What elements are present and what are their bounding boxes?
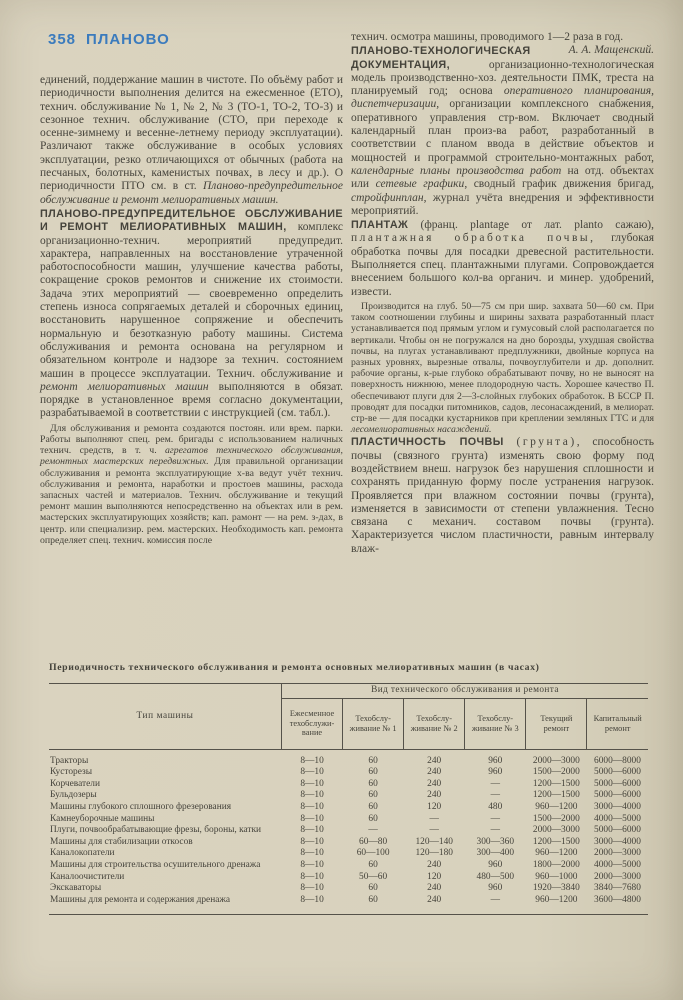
value-cell: 5000—6000: [594, 790, 641, 801]
entry-body: (грунта), способность почвы (связного грунта) изменять свою форму под воздействием внеш. нагрузок без нарушения сплошности и сохранять приданную форму после устранения нагрузок. Проявляется при влажном состоянии почвы (грунта), изменяется в зависимости от степени увлажнения. Тесно связана с механич. составом почвы (грунта). Характеризуется числом пластичности, равным интервалу влаж-: [351, 436, 654, 555]
column-header-eto: Ежесменное техобслуживание: [289, 709, 335, 738]
right-column: [351, 31, 654, 556]
value-cell: 120: [427, 801, 442, 812]
machine-type-cell: Тракторы: [50, 755, 89, 766]
machine-type-cell: Плуги, почвообрабатывающие фрезы, бороны, катки: [50, 825, 262, 836]
machine-type-cell: Корчеватели: [50, 778, 100, 789]
table-header: [49, 684, 648, 750]
value-cell: 960: [488, 883, 503, 894]
column-header-to1: Техобслуживание № 1: [343, 698, 404, 749]
value-cell: 5000—6000: [594, 767, 641, 778]
value-cell: 120: [427, 871, 442, 882]
machine-type-cell: Камнеуборочные машины: [50, 813, 155, 824]
machine-type-cell: Каналокопатели: [50, 848, 115, 859]
table-row: [49, 872, 648, 884]
value-cell: 240: [427, 790, 442, 801]
machine-type-cell: Машины глубокого сплошного фрезерования: [50, 801, 232, 812]
column-header-to3: Техобслуживание № 3: [465, 698, 526, 749]
value-cell: 60: [368, 801, 378, 812]
table-row: [49, 825, 648, 837]
entry-term: ПЛАСТИЧНОСТЬ ПОЧВЫ: [351, 436, 504, 449]
value-cell: 60—100: [356, 848, 390, 859]
value-cell: —: [490, 813, 500, 824]
maintenance-table: [49, 683, 648, 915]
entry-planovo-tehnologicheskaya: [351, 45, 654, 218]
value-cell: 480—500: [476, 871, 515, 882]
value-cell: 60: [368, 790, 378, 801]
value-cell: 2000—3000: [532, 825, 580, 836]
left-column: [40, 74, 343, 546]
value-cell: 1200—1500: [532, 778, 580, 789]
machine-type-cell: Машины для строительства осушительного дренажа: [50, 859, 261, 870]
value-cell: 120—140: [415, 836, 453, 847]
entry-term: ПЛАНОВО-ПРЕДУПРЕДИТЕЛЬНОЕ ОБСЛУЖИВАНИЕ И РЕМОНТ МЕЛИОРАТИВНЫХ МАШИН,: [40, 207, 343, 234]
value-cell: 240: [427, 778, 442, 789]
value-cell: 8—10: [300, 767, 324, 778]
value-cell: 2000—3000: [594, 871, 641, 882]
value-cell: 8—10: [300, 836, 324, 847]
value-cell: 960—1200: [535, 894, 578, 905]
value-cell: 8—10: [300, 848, 324, 859]
value-cell: —: [429, 813, 439, 824]
table-row: [49, 767, 648, 779]
table-row: [49, 790, 648, 802]
value-cell: 300—360: [476, 836, 515, 847]
value-cell: —: [490, 825, 500, 836]
small-print-paragraph: Для обслуживания и ремонта создаются постоян. или врем. парки. Работы выполняют спец. рем. бригады с использованием наличных технич. средств, в т. ч. агрегатов технического обслуживания, ремонтных мастерских передвижных. Для правильной организации обслуживания и ремонта эксплуатирующие х-ва ведут учёт технич. обслуживания и ремонта, наработки и простоев машины, расхода запасных частей и материалов. Технич. обслуживание и текущий ремонт машин выполняются непосредственно на объектах или в рем. мастерских эксплуатирующих хозяйств; кап. рамонт — на рем. з-дах, в центр. или специализир. рем. мастерских. Необходимость кап. ремонта определяет спец. технич. комиссия после: [40, 422, 344, 546]
value-cell: 3600—4800: [594, 894, 641, 905]
value-cell: 8—10: [300, 813, 324, 824]
value-cell: 960—1200: [535, 801, 578, 812]
value-cell: 5000—6000: [594, 778, 641, 789]
value-cell: 8—10: [300, 801, 324, 812]
author-signature: А. А. Мащенский.: [568, 44, 654, 57]
table-row: [49, 779, 648, 791]
machine-type-cell: Машины для стабилизации откосов: [50, 836, 193, 847]
value-cell: 960: [488, 767, 503, 778]
value-cell: 4000—5000: [594, 813, 641, 824]
paragraph-top-text: технич. осмотра машины, проводимого 1—2 раза в год.: [351, 31, 624, 43]
value-cell: 120—180: [415, 848, 453, 859]
value-cell: 50—60: [359, 871, 388, 882]
table-row: [49, 883, 648, 895]
paragraph-top: [351, 31, 654, 57]
value-cell: 300—400: [476, 848, 515, 859]
value-cell: 60: [368, 859, 378, 870]
value-cell: 8—10: [300, 755, 324, 766]
value-cell: 960: [488, 755, 503, 766]
column-header-machine-type: Тип машины: [49, 684, 282, 750]
value-cell: 8—10: [300, 778, 324, 789]
table-row: [49, 895, 648, 915]
value-cell: 60: [368, 883, 378, 894]
value-cell: —: [429, 825, 439, 836]
value-cell: —: [490, 894, 500, 905]
entry-plantazh: [351, 219, 654, 299]
value-cell: 60: [368, 767, 378, 778]
value-cell: 4000—5000: [594, 859, 641, 870]
value-cell: 3000—4000: [594, 836, 641, 847]
small-print-paragraph: Производится на глуб. 50—75 см при шир. захвата 50—60 см. При таком соотношении глубины и ширины захвата разработанный пласт устанавливается под прямым углом и гумусовый слой располагается по вертикали. Чтобы он не погружался на дно борозды, ухудшая свойства почвы, на плугах устанавливают предплужники, двойные корпуса на разных уровнях, вырезные отвалы, почвоуглубители и др. дополнит. рабочие органы, к-рые глубоко обрабатывают почву, но не выносят на поверхность нижнюю, менее плодородную часть. Хорошее качество П. обеспечивают плуги для 2—3-слойных глубоких обработок. В БССР П. проводят для посадки питомников, садов, лесонасаждений, в мелиорат. стр-ве — для посадки кустарников при креплении земляных ГТС и для лесомелиоративных насаждений.: [351, 300, 654, 436]
value-cell: 8—10: [300, 790, 324, 801]
value-cell: —: [490, 778, 500, 789]
value-cell: 240: [427, 755, 442, 766]
value-cell: 8—10: [300, 859, 324, 870]
value-cell: 960—1200: [535, 848, 578, 859]
running-head: [48, 31, 170, 48]
value-cell: 2000—3000: [532, 755, 580, 766]
entry-planovo-predupreditelnoe: [40, 208, 343, 421]
value-cell: 240: [427, 767, 442, 778]
value-cell: 60: [368, 755, 378, 766]
value-cell: 60: [368, 813, 378, 824]
value-cell: 60: [368, 778, 378, 789]
value-cell: 1500—2000: [532, 767, 580, 778]
value-cell: 240: [427, 883, 442, 894]
value-cell: 60—80: [359, 836, 388, 847]
table-title: Периодичность технического обслуживания и ремонта основных мелиоративных машин (в часах): [49, 662, 540, 673]
page-number: 358: [48, 31, 77, 48]
value-cell: —: [368, 825, 378, 836]
machine-type-cell: Экскаваторы: [50, 883, 102, 894]
value-cell: 960: [488, 859, 503, 870]
value-cell: 240: [427, 859, 442, 870]
column-group-header: Вид технического обслуживания и ремонта: [282, 684, 649, 699]
value-cell: 8—10: [300, 894, 324, 905]
value-cell: 240: [427, 894, 442, 905]
entry-body: комплекс организационно-технич. мероприятий предупредит. характера, направленных на восстановление утраченной работоспособности машин, улучшение качества работы, сокращение сроков ремонтов и снижение их стоимости. Задача этих мероприятий — своевременно определить степень износа сопрягаемых деталей и сборочных единиц, восстановить нарушенное сопряжение и обеспечить нормальную и безотказную работу машины. Система обслуживания и ремонта основана на регулярном и обязательном контроле и надзоре за технич. состоянием машин в процессе эксплуатации. Технич. обслуживание и ремонт мелиоративных машин выполняются в обязат. порядке в установленное время согласно документации, разрабатываемой в соответствии с инструкцией (см. табл.).: [40, 221, 343, 420]
value-cell: 1500—2000: [532, 813, 580, 824]
machine-type-cell: Кусторезы: [50, 767, 93, 778]
paragraph-continuation: единений, поддержание машин в чистоте. По объёму работ и периодичности выполнения делится на ежесменное (ЕТО), технич. обслуживание № 1, № 2, № 3 (ТО-1, ТО-2, ТО-3) и сезонное технич. обслуживание (СТО, при переходе к осенне-зимнему и весенне-летнему периоду эксплуатации). Различают также обслуживание в особых условиях эксплуатации, резко отличающихся от обычных (работа на песчаных, болотных, каменистых почвах, в лесу и др.). О периодичности ПТО см. в ст. Планово-предупредительное обслуживание и ремонт мелиоративных машин.: [40, 74, 343, 206]
value-cell: 8—10: [300, 883, 324, 894]
value-cell: 1920—3840: [532, 883, 580, 894]
value-cell: 3840—7680: [594, 883, 641, 894]
table-body: [49, 749, 648, 915]
table-row: [49, 756, 648, 768]
entry-term: ПЛАНОВО-ТЕХНОЛОГИЧЕСКАЯ ДОКУМЕНТАЦИЯ,: [351, 45, 531, 71]
machine-type-cell: Каналоочистители: [50, 871, 125, 882]
column-header-to2: Техобслуживание № 2: [404, 698, 465, 749]
maintenance-table-block: [49, 662, 648, 915]
value-cell: 960—1000: [535, 871, 578, 882]
value-cell: 8—10: [300, 825, 324, 836]
column-header-capital-repair: Капитальный ремонт: [587, 698, 648, 749]
machine-type-cell: Бульдозеры: [50, 790, 97, 801]
table-row: [49, 837, 648, 849]
entry-body: (франц. plantage от лат. planto сажаю), плантажная обработка почвы, глубокая обработка почвы для посадки древесной растительности. Выполняется спец. плантажными плугами. Сопровождается внесением большого кол-ва органич. и минер. удобрений, извести.: [351, 219, 654, 298]
value-cell: 3000—4000: [594, 801, 641, 812]
value-cell: 5000—6000: [594, 825, 641, 836]
value-cell: —: [490, 790, 500, 801]
running-head-word: ПЛАНОВО: [86, 31, 170, 48]
value-cell: 60: [368, 894, 378, 905]
entry-body: организационно-технологическая модель производственно-хоз. деятельности ПМК, треста на планируемый год; основа оперативного планирования, диспетчеризации, организации комплексного снабжения, оперативного управления стр-вом. Включает сводный календарный план произ-ва работ, разработанный в соответствии с планом ввода в действие объектов и мощностей и программой строительно-монтажных работ, календарные планы производства работ на отд. объектах или сетевые графики, сводный график движения бригад, стройфинплан, журнал учёта внедрения и эффективности мероприятий.: [351, 58, 654, 217]
column-header-current-repair: Текущий ремонт: [526, 698, 587, 749]
value-cell: 1200—1500: [532, 790, 580, 801]
value-cell: 8—10: [300, 871, 324, 882]
value-cell: 1800—2000: [532, 859, 580, 870]
table-row: [49, 860, 648, 872]
value-cell: 480: [488, 801, 503, 812]
value-cell: 1200—1500: [532, 836, 580, 847]
table-row: [49, 848, 648, 860]
value-cell: 2000—3000: [594, 848, 641, 859]
value-cell: 6000—8000: [594, 755, 641, 766]
entry-plastichnost-pochvy: [351, 436, 654, 556]
entry-term: ПЛАНТАЖ: [351, 219, 409, 232]
table-row: [49, 814, 648, 826]
table-row: [49, 802, 648, 814]
machine-type-cell: Машины для ремонта и содержания дренажа: [50, 894, 231, 905]
